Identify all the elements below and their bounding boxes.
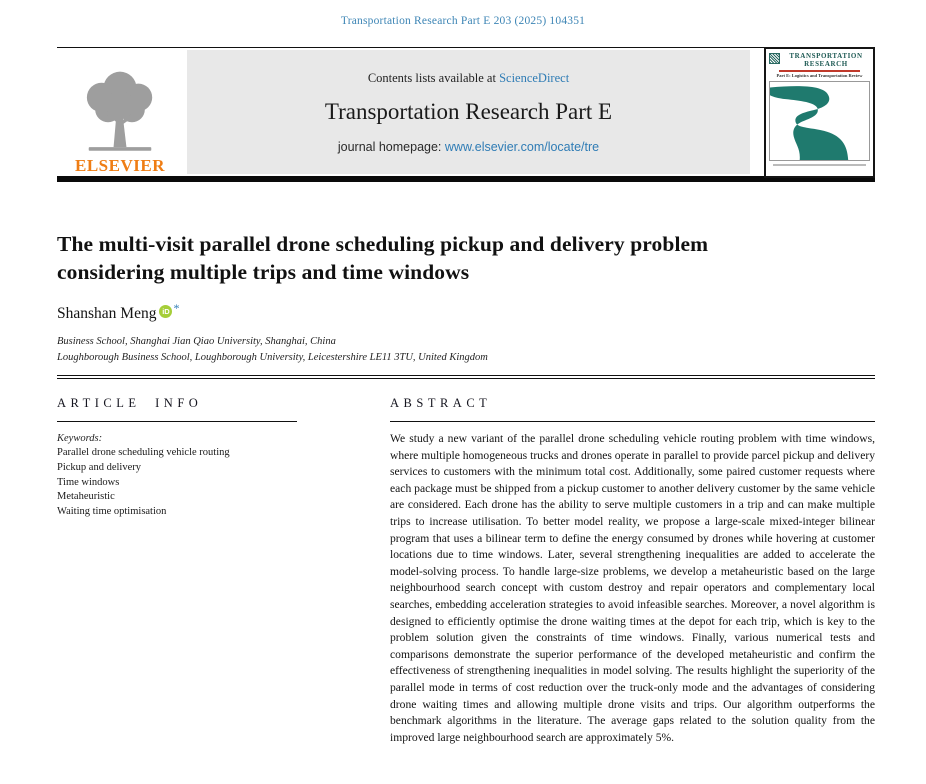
abstract-text: We study a new variant of the parallel drone scheduling vehicle routing problem with time windows, where multiple homogeneous trucks and drones operate in parallel to provide parcel pickup and delivery services to customers with the minimum total cost. Additionally, some paired customer requests where each package must be shipped from a pickup customer to another delivery customer by the same vehicle are considered. Each drone has the ability to serve multiple customers in a trip and can make multiple trips to increase utilisation. To better model reality, we propose a large-scale mixed-integer bilinear program that uses a bilinear term to define the energy consumed by drones while hovering at customer locations due to time windows. Later, several strengthening inequalities are added to accelerate the model-solving process. To handle large-size problems, we develop a metaheuristic based on the large neighbourhood search concept with custom destroy and repair operators and complementary local searches, embedding acceleration strategies to avoid infeasible searches. Moreover, a novel algorithm is designed to efficiently optimise the drone waiting times at the depot for each trip, which is key to the problem solution given the constraints of time windows. Finally, various numerical tests and comparisons demonstrate the superior performance of the developed metaheuristic and confirm the effectiveness of strengthening inequalities in model solving. The results highlight the superiority of the parallel mode in terms of cost reduction over the truck-only mode and the advantages of considering drone waiting times and allowing multiple drone visits and trips. Our algorithm outperforms the benchmark algorithms in the literature. The average gaps related to the solution quality from the improved large neighbourhood search are approximately 5%. (390, 432, 875, 744)
keywords-label: Keywords: (57, 433, 103, 444)
cover-title: TRANSPORTATION RESEARCH (789, 52, 863, 68)
section-divider-rule (57, 375, 875, 379)
keywords-list (57, 446, 297, 520)
homepage-line (338, 140, 599, 154)
abstract-column (390, 396, 875, 746)
article-title: The multi-visit parallel drone scheduling pickup and delivery problem considering multiple trips and time windows (57, 232, 709, 284)
cover-smallprint-bar (773, 164, 866, 166)
sciencedirect-link[interactable]: ScienceDirect (499, 70, 570, 85)
keyword-item: Waiting time optimisation (57, 506, 167, 518)
affiliation-1: Business School, Shanghai Jian Qiao University, Shanghai, China (57, 336, 336, 347)
journal-citation: Transportation Research Part E 203 (2025) 104351 (340, 15, 586, 27)
keyword-item: Time windows (57, 476, 120, 488)
contents-line (368, 71, 569, 86)
article-info-header: ARTICLE INFO (57, 396, 203, 410)
keyword-item: Metaheuristic (57, 491, 115, 503)
journal-cover-thumbnail (764, 47, 875, 178)
keyword-item: Pickup and delivery (57, 461, 141, 473)
keyword-item: Parallel drone scheduling vehicle routing (57, 447, 230, 458)
affiliations (57, 334, 875, 366)
journal-homepage-link[interactable]: www.elsevier.com/locate/tre (444, 139, 600, 154)
affiliation-2: Loughborough Business School, Loughborough University, Leicestershire LE11 3TU, United Kingdom (57, 352, 488, 363)
cover-subtitle-bar (779, 70, 860, 72)
cover-part-line: Part E: Logistics and Transportation Review (776, 73, 863, 78)
contents-line-text: Contents lists available at (367, 70, 500, 85)
elsevier-logo (57, 50, 183, 176)
banner-bottom-rule (57, 176, 875, 182)
article-info-rule (57, 421, 297, 422)
orcid-icon[interactable]: iD (159, 305, 172, 318)
author-line (57, 301, 875, 323)
journal-info-box (187, 50, 750, 174)
cover-publisher-mark-icon (769, 53, 780, 64)
abstract-rule (390, 421, 875, 422)
homepage-line-text: journal homepage: (337, 139, 445, 154)
abstract-header: ABSTRACT (390, 396, 492, 410)
author-name: Shanshan Meng (57, 305, 157, 322)
article-info-column (57, 396, 297, 746)
journal-header-banner (57, 47, 875, 182)
corresponding-author-marker: * (173, 301, 180, 315)
journal-name: Transportation Research Part E (324, 98, 613, 124)
cover-road-art (769, 81, 870, 161)
elsevier-tree-icon (74, 68, 166, 160)
elsevier-wordmark: ELSEVIER (75, 156, 165, 175)
